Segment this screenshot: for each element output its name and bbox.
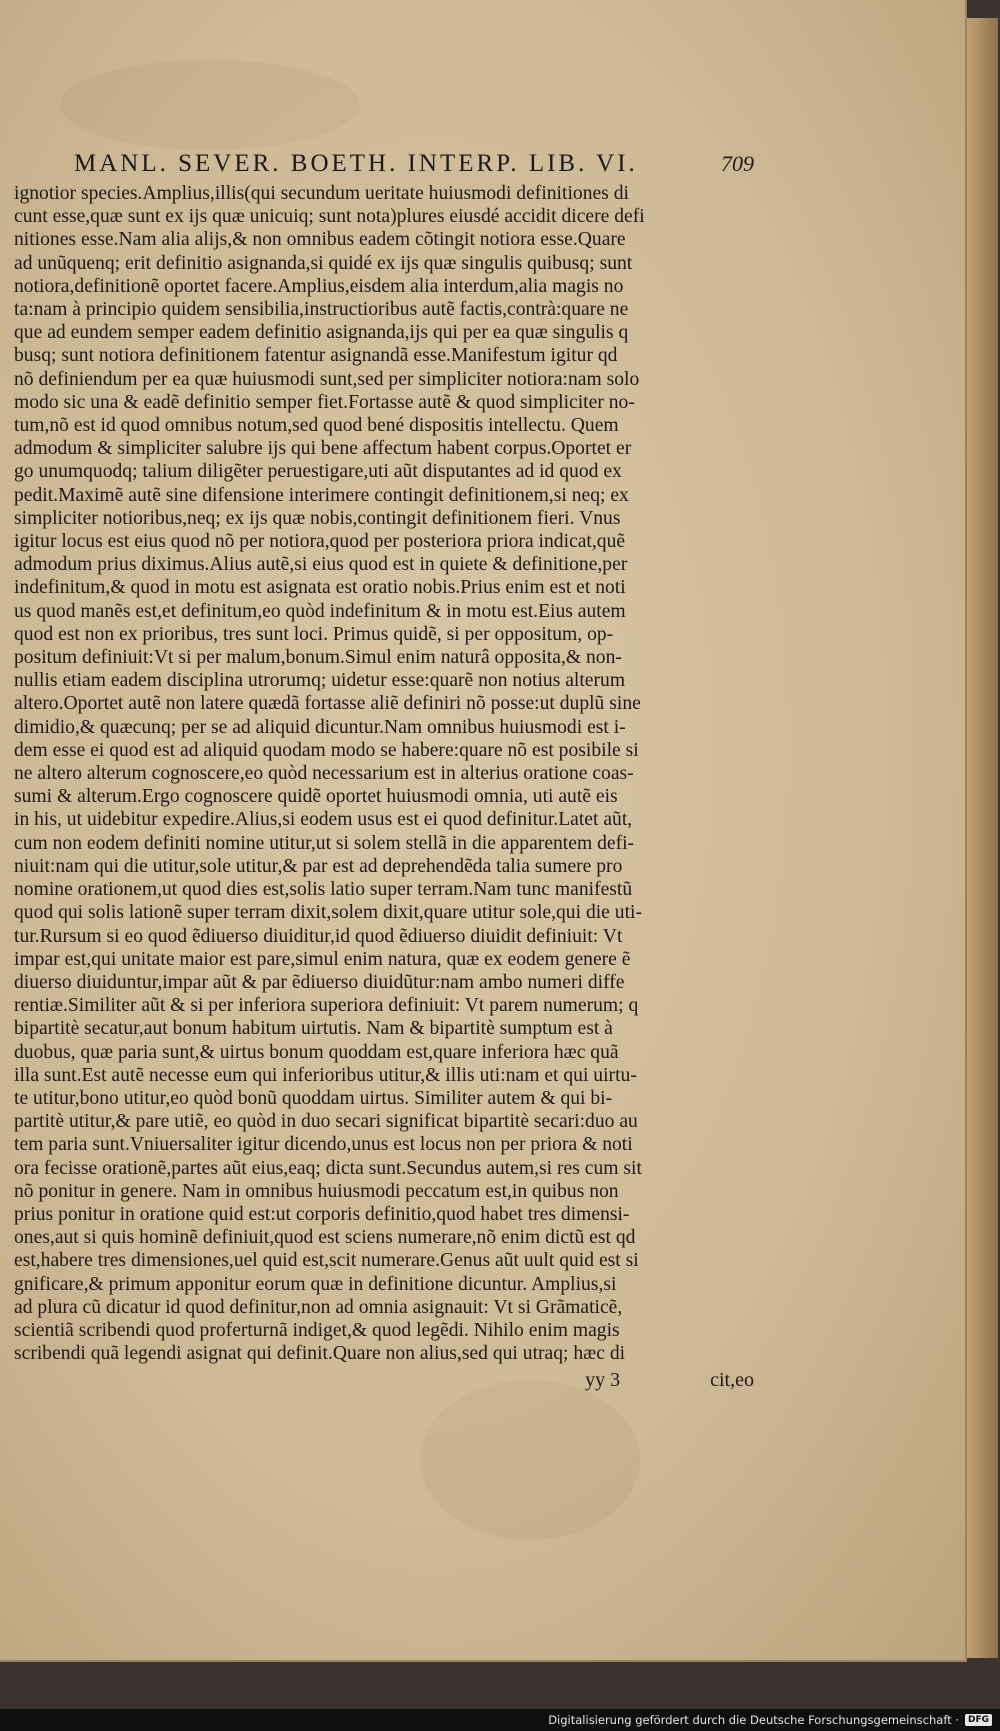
- text-line: diuerso diuiduntur,impar aũt & par ẽdiuerso diuidũtur:nam ambo numeri diffe: [14, 971, 625, 993]
- text-line: bipartitè secatur,aut bonum habitum uirtutis. Nam & bipartitè sumptum est à: [14, 1018, 613, 1040]
- text-line: niuit:nam qui die utitur,sole utitur,& par est ad deprehendẽda talia sumere pro: [14, 855, 623, 877]
- page-footer: [14, 1369, 754, 1392]
- credit-bar: [0, 1709, 1000, 1731]
- text-line: scientiã scribendi quod proferturnã indiget,& quod legẽdi. Nihilo enim magis: [14, 1319, 620, 1341]
- text-line: est,habere tres dimensiones,uel quid est,scit numerare.Genus aũt uult quid est si: [14, 1250, 639, 1272]
- text-line: nullis etiam eadem disciplina utrorumq; uidetur esse:quarẽ non notius alterum: [14, 670, 626, 692]
- paper-stain: [60, 60, 360, 150]
- text-line: scribendi quã legendi asignat qui definit.Quare non alius,sed qui utraq; hæc di: [14, 1343, 626, 1365]
- text-line: rentiæ.Similiter aũt & si per inferiora superiora definiuit: Vt parem numerum; q: [14, 995, 639, 1017]
- text-line: simpliciter notioribus,neq; ex ijs quæ nobis,contingit definitionem fieri. Vnus: [14, 507, 621, 529]
- text-line: sumi & alterum.Ergo cognoscere quidẽ oportet huiusmodi omnia, uti autẽ eis: [14, 786, 618, 808]
- header-title: MANL. SEVER. BOETH. INTERP. LIB. VI.: [74, 150, 638, 177]
- page-number: 709: [721, 151, 754, 176]
- text-line: tur.Rursum si eo quod ẽdiuerso diuiditur,id quod ẽdiuerso diuidit definiuit: Vt: [14, 925, 623, 947]
- text-line: admodum & simpliciter salubre ijs qui bene affectum habent corpus.Oportet er: [14, 438, 632, 460]
- text-line: tum,nõ est id quod omnibus notum,sed quod bené dispositis intellectu. Quem: [14, 415, 619, 437]
- text-line: ta:nam à principio quidem sensibilia,instructioribus autẽ factis,contrà:quare ne: [14, 299, 629, 321]
- text-line: dem esse ei quod est ad aliquid quodam modo se habere:quare nõ est posibile si: [14, 739, 639, 761]
- catchword: cit,eo: [710, 1369, 754, 1392]
- body-text: [14, 182, 754, 1365]
- text-line: ad plura cũ dicatur id quod definitur,non ad omnia asignauit: Vt si Grãmaticẽ,: [14, 1296, 623, 1318]
- text-line: dimidio,& quæcunq; per se ad aliquid dicuntur.Nam omnibus huiusmodi est i-: [14, 716, 626, 738]
- text-line: te utitur,bono utitur,eo quòd bonũ quoddam uirtus. Similiter autem & qui bi-: [14, 1087, 613, 1109]
- text-line: partitè utitur,& pare utiẽ, eo quòd in duo secari significat bipartitè secari:duo au: [14, 1111, 638, 1133]
- text-line: illa sunt.Est autẽ necesse eum qui inferioribus utitur,& illis uti:nam et qui uirtu-: [14, 1064, 637, 1086]
- text-line: altero.Oportet autẽ non latere quædã fortasse aliẽ definiri nõ posse:ut duplũ sine: [14, 693, 641, 715]
- dfg-logo: DFG: [965, 1714, 992, 1726]
- text-line: notiora,definitionẽ oportet facere.Amplius,eisdem alia interdum,alia magis no: [14, 275, 624, 297]
- text-line: quod est non ex prioribus, tres sunt loci. Primus quidẽ, si per oppositum, op-: [14, 623, 614, 645]
- text-line: ones,aut si quis hominẽ definiuit,quod est sciens numerare,nõ enim dictũ est qd: [14, 1227, 636, 1249]
- text-block: [14, 150, 754, 1392]
- text-line: us quod manẽs est,et definitum,eo quòd indefinitum & in motu est.Eius autem: [14, 600, 626, 622]
- text-line: go unumquodq; talium diligẽter peruestigare,uti aũt disputantes ad id quod ex: [14, 461, 622, 483]
- text-line: nõ ponitur in genere. Nam in omnibus huiusmodi peccatum est,in quibus non: [14, 1180, 619, 1202]
- credit-text: Digitalisierung gefördert durch die Deutsche Forschungsgemeinschaft ·: [548, 1713, 959, 1727]
- text-line: busq; sunt notiora definitionem fatentur asignandã esse.Manifestum igitur qd: [14, 345, 618, 367]
- text-line: duobus, quæ paria sunt,& uirtus bonum quoddam est,quare inferiora hæc quã: [14, 1041, 619, 1063]
- text-line: modo sic una & eadẽ definitio semper fiet.Fortasse autẽ & quod simpliciter no-: [14, 391, 635, 413]
- text-line: ne altero alterum cognoscere,eo quòd necessarium est in alterius oratione coas-: [14, 763, 634, 785]
- text-line: cum non eodem definiti nomine utitur,ut si solem stellã in die apparentem defi-: [14, 832, 635, 854]
- running-header: [14, 150, 754, 178]
- text-line: quod qui solis lationẽ super terram dixit,solem dixit,quare utitur sole,qui die uti-: [14, 902, 642, 924]
- text-line: tem paria sunt.Vniuersaliter igitur dicendo,unus est locus non per priora & noti: [14, 1134, 633, 1156]
- text-line: ora fecisse orationẽ,partes aũt eius,eaq; dicta sunt.Secundus autem,si res cum sit: [14, 1157, 642, 1179]
- text-line: ad unũquenq; erit definitio asignanda,si quidé ex ijs quæ singulis quibusq; sunt: [14, 252, 633, 274]
- text-line: in his, ut uidebitur expedire.Alius,si eodem usus est ei quod definitur.Latet aũt,: [14, 809, 633, 831]
- paper-stain: [420, 1380, 640, 1540]
- text-line: pedit.Maximẽ autẽ sine difensione interimere contingit definitionem,si neq; ex: [14, 484, 629, 506]
- text-line: cunt esse,quæ sunt ex ijs quæ unicuiq; sunt nota)plures eiusdé accidit dicere defi: [14, 206, 645, 228]
- text-line: nitiones esse.Nam alia alijs,& non omnibus eadem cõtingit notiora esse.Quare: [14, 229, 626, 251]
- text-line: ignotior species.Amplius,illis(qui secundum ueritate huiusmodi definitiones di: [14, 183, 629, 204]
- text-line: igitur locus est eius quod nõ per notiora,quod per posteriora priora indicat,quẽ: [14, 531, 626, 553]
- text-line: prius ponitur in oratione quid est:ut corporis definitio,quod habet tres dimensi-: [14, 1203, 630, 1225]
- text-line: nõ definiendum per ea quæ huiusmodi sunt,sed per simpliciter notiora:nam solo: [14, 368, 640, 390]
- text-line: positum definiuit:Vt si per malum,bonum.Simul enim naturâ opposita,& non-: [14, 647, 622, 669]
- text-line: gnificare,& primum apponitur eorum quæ in definitione dicuntur. Amplius,si: [14, 1273, 617, 1295]
- text-line: admodum prius diximus.Alius autẽ,si eius quod est in quiete & definitione,per: [14, 554, 628, 576]
- text-line: indefinitum,& quod in motu est asignata est oratio nobis.Prius enim est et noti: [14, 577, 626, 599]
- signature-mark: yy 3: [585, 1369, 621, 1392]
- text-line: impar est,qui unitate maior est pare,simul enim natura, quæ ex eodem genere ẽ: [14, 948, 631, 970]
- text-line: que ad eundem semper eadem definitio asignanda,ijs qui per ea quæ singulis q: [14, 322, 629, 344]
- text-line: nomine orationem,ut quod dies est,solis latio super terram.Nam tunc manifestũ: [14, 879, 633, 901]
